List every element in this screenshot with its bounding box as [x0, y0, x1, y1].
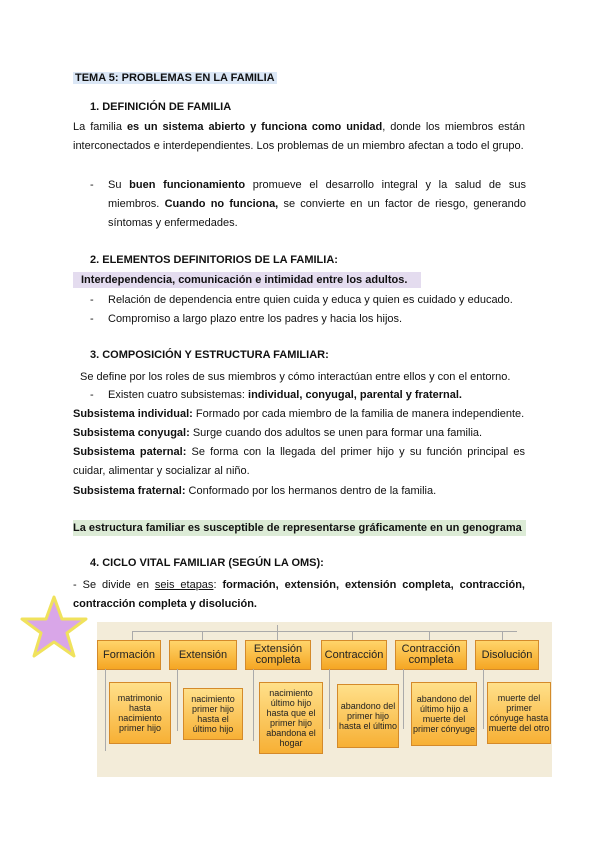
star-icon — [20, 595, 88, 659]
text-run-bold: Cuando no funciona, — [164, 198, 279, 210]
subsystem-text: Formado por cada miembro de la familia de manera independiente. — [192, 408, 525, 420]
text-run: - Se divide en — [73, 579, 155, 591]
text-run: se convierte en un factor de riesgo, generando síntomas y enfermedades. — [108, 198, 526, 229]
stage-description-box — [183, 688, 243, 740]
list-item — [90, 291, 526, 310]
subsystem-paternal — [73, 443, 525, 481]
stage-name: Formación — [103, 648, 155, 661]
text-run-underline: seis etapas — [154, 579, 214, 591]
text-run: Su — [108, 179, 130, 191]
list-item-text: Relación de dependencia entre quien cuida y educa y quien es cuidado y educado. — [108, 294, 513, 306]
diagram-connector — [403, 669, 404, 729]
stage-description-box — [259, 682, 323, 754]
list-item — [90, 176, 526, 233]
composition-intro: Se define por los roles de sus miembros y cómo interactúan entre ellos y con el entorno. — [80, 371, 511, 383]
section-4-heading: 4. CICLO VITAL FAMILIAR (SEGÚN LA OMS): — [90, 557, 324, 569]
text-run: Existen cuatro subsistemas: — [108, 389, 249, 401]
diagram-connector — [483, 669, 484, 729]
text-run-bold: formación, extensión, extensión completa, contracción, contracción completa y disolución. — [73, 579, 525, 610]
diagram-connector — [105, 669, 106, 751]
text-run-bold: individual, conyugal, parental y fraternal. — [248, 389, 462, 401]
stage-name: Contracción — [324, 648, 384, 661]
diagram-connector — [277, 625, 278, 640]
stage-name: Extensión completa — [253, 643, 303, 666]
bullet-dash: - — [90, 294, 94, 306]
list-item-text: Compromiso a largo plazo entre los padres y hacia los hijos. — [108, 313, 403, 325]
stage-description-box — [337, 684, 399, 748]
diagram-connector — [329, 669, 330, 729]
diagram-connector — [502, 631, 503, 640]
family-definition-paragraph — [73, 118, 525, 156]
diagram-connector — [429, 631, 430, 640]
subsystem-label: Subsistema paternal: — [73, 446, 187, 458]
diagram-connector — [202, 631, 203, 640]
stage-description: abandono del primer hijo hasta el último — [338, 701, 398, 731]
text-run: : — [213, 579, 223, 591]
stage-description: muerte del primer cónyuge hasta muerte del otro — [488, 693, 550, 733]
elements-highlight: Interdependencia, comunicación e intimidad entre los adultos. — [73, 272, 421, 288]
subsystem-fraternal — [73, 482, 525, 501]
stage-box — [475, 640, 539, 670]
diagram-connector — [132, 631, 133, 640]
diagram-connector — [132, 631, 517, 632]
stage-name: Disolución — [481, 648, 533, 661]
subsystem-label: Subsistema individual: — [73, 408, 193, 420]
section-1-heading: 1. DEFINICIÓN DE FAMILIA — [90, 101, 232, 113]
subsystem-conyugal — [73, 424, 525, 443]
stage-box — [321, 640, 387, 670]
page-title: TEMA 5: PROBLEMAS EN LA FAMILIA — [75, 72, 275, 84]
subsystem-individual — [73, 405, 525, 424]
life-cycle-paragraph — [73, 576, 525, 614]
subsystem-text: Surge cuando dos adultos se unen para formar una familia. — [189, 427, 483, 439]
bullet-dash: - — [90, 179, 94, 191]
stage-box — [169, 640, 237, 670]
text-run: La familia — [73, 121, 127, 133]
stage-description: nacimiento primer hijo hasta el último hijo — [191, 694, 235, 734]
section-3-heading: 3. COMPOSICIÓN Y ESTRUCTURA FAMILIAR: — [90, 349, 329, 361]
text-run-bold: buen funcionamiento — [129, 179, 246, 191]
diagram-connector — [177, 669, 178, 731]
stage-description: abandono del último hijo a muerte del primer cónyuge — [412, 694, 476, 734]
life-cycle-diagram — [97, 622, 552, 777]
list-item-text — [108, 386, 526, 405]
stage-box — [97, 640, 161, 670]
list-item-text — [108, 176, 526, 233]
diagram-connector — [253, 669, 254, 741]
subsystem-label: Subsistema fraternal: — [73, 485, 186, 497]
section-2-heading: 2. ELEMENTOS DEFINITORIOS DE LA FAMILIA: — [90, 254, 338, 266]
subsystem-text: Conformado por los hermanos dentro de la familia. — [185, 485, 437, 497]
stage-description-box — [487, 682, 551, 744]
list-item — [90, 386, 526, 405]
stage-box — [245, 640, 311, 670]
text-run: promueve el desarrollo integral y la salud de sus miembros. — [108, 179, 526, 210]
subsystem-text: Se forma con la llegada del primer hijo y su función principal es cuidar, alimentar y socializar al niño. — [73, 446, 525, 477]
bullet-dash: - — [90, 313, 94, 325]
text-run: , donde los miembros están interconectados e interdependientes. Los problemas de un miembro afectan a todo el grupo. — [73, 121, 525, 152]
stage-description-box — [109, 682, 171, 744]
stage-name: Extensión — [178, 648, 228, 661]
list-item — [90, 310, 526, 329]
stage-name: Contracción completa — [401, 643, 461, 666]
bullet-dash: - — [90, 389, 94, 401]
subsystem-label: Subsistema conyugal: — [73, 427, 190, 439]
stage-description: nacimiento último hijo hasta que el primer hijo abandona el hogar — [266, 688, 316, 748]
stage-description: matrimonio hasta nacimiento primer hijo — [117, 693, 163, 733]
text-run-bold: es un sistema abierto y funciona como unidad — [126, 121, 383, 133]
stage-box — [395, 640, 467, 670]
genogram-highlight: La estructura familiar es susceptible de representarse gráficamente en un genograma — [73, 520, 526, 536]
stage-description-box — [411, 682, 477, 746]
diagram-connector — [352, 631, 353, 640]
